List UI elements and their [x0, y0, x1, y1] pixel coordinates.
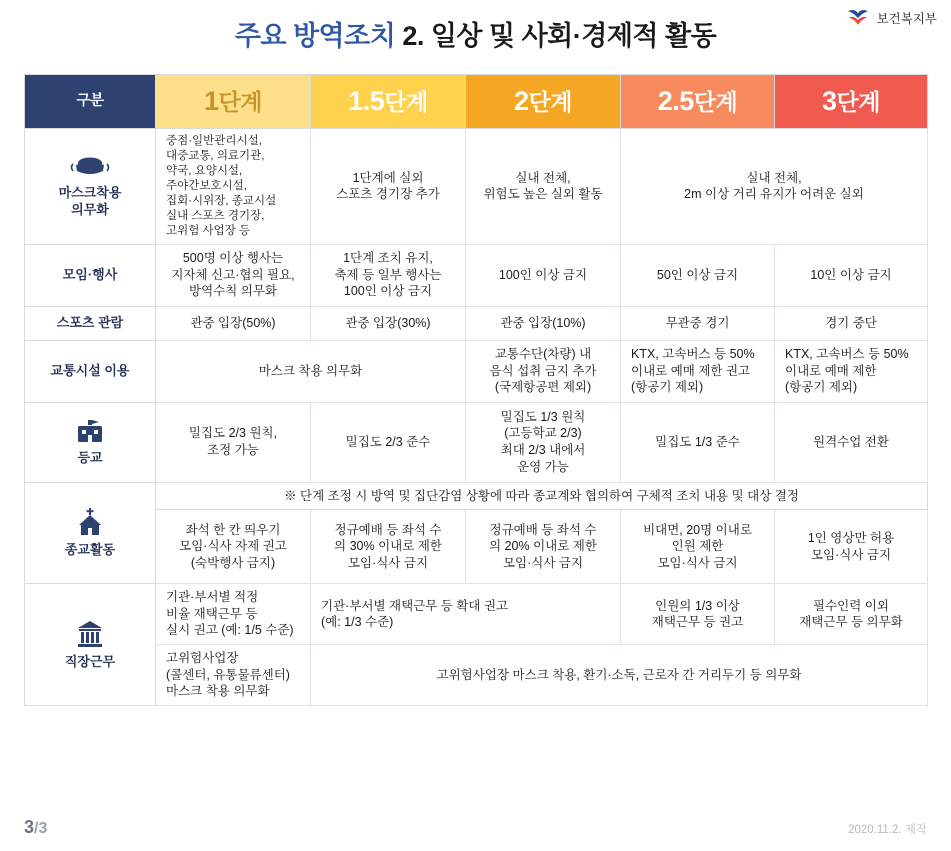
- table-row-religion: [25, 510, 928, 584]
- cell-gatherings-stage1-5: 1단계 조치 유지, 축제 등 일부 행사는 100인 이상 금지: [311, 244, 466, 306]
- page-title: [0, 14, 951, 53]
- cell-mask-stage2-5-and-3: 실내 전체, 2m 이상 거리 유지가 어려운 실외: [621, 129, 928, 245]
- measures-table-wrap: [24, 74, 927, 706]
- religion-note: ※ 단계 조정 시 방역 및 집단감염 상황에 따라 종교계와 협의하여 구체적 조치 내용 및 대상 결정: [156, 482, 928, 510]
- cell-transport-stage3: KTX, 고속버스 등 50% 이내로 예매 제한 (항공기 제외): [775, 340, 928, 402]
- cell-sports-stage1: 관중 입장(50%): [156, 306, 311, 340]
- page-title-accent: 주요 방역조치: [234, 21, 396, 51]
- page-number: [24, 817, 47, 838]
- cell-mask-stage1: 중점·일반관리시설, 대중교통, 의료기관, 약국, 요양시설, 주야간보호시설, 집회·시위장, 종교시설 실내 스포츠 경기장, 고위험 사업장 등: [156, 129, 311, 245]
- cell-sports-stage1-5: 관중 입장(30%): [311, 306, 466, 340]
- office-building-icon: [75, 619, 105, 649]
- cell-sports-stage2-5: 무관중 경기: [621, 306, 775, 340]
- col-header-stage-1-5: 1.5단계: [311, 75, 466, 129]
- table-header-row: [25, 75, 928, 129]
- row-label-sports: 스포츠 관람: [25, 306, 156, 340]
- production-date: 2020.11.2. 제작: [848, 824, 927, 836]
- cell-transport-stage2-5: KTX, 고속버스 등 50% 이내로 예매 제한 권고 (항공기 제외): [621, 340, 775, 402]
- cell-gatherings-stage2-5: 50인 이상 금지: [621, 244, 775, 306]
- table-row-workplace-highrisk: [25, 645, 928, 706]
- cell-sports-stage3: 경기 중단: [775, 306, 928, 340]
- page-title-rest: 2. 일상 및 사회·경제적 활동: [402, 21, 717, 51]
- cell-transport-stage1-and-1-5: 마스크 착용 의무화: [156, 340, 466, 402]
- ministry-logo-text: 보건복지부: [876, 12, 937, 26]
- col-header-stage-2: 2단계: [466, 75, 621, 129]
- table-row-school: [25, 402, 928, 482]
- col-header-category: 구분: [25, 75, 156, 129]
- table-row-transport: [25, 340, 928, 402]
- cell-workplace-stage1-5-and-2: 기관·부서별 재택근무 등 확대 권고 (예: 1/3 수준): [311, 584, 621, 645]
- church-icon: [75, 507, 105, 537]
- col-header-stage-3: 3단계: [775, 75, 928, 129]
- cell-religion-stage2: 정규예배 등 좌석 수 의 20% 이내로 제한 모임·식사 금지: [466, 510, 621, 584]
- cell-transport-stage2: 교통수단(차량) 내 음식 섭취 금지 추가 (국제항공편 제외): [466, 340, 621, 402]
- cell-workplace-stage2-5: 인원의 1/3 이상 재택근무 등 권고: [621, 584, 775, 645]
- school-icon: [73, 417, 107, 445]
- page-header: [0, 0, 951, 68]
- cell-religion-stage2-5: 비대면, 20명 이내로 인원 제한 모임·식사 금지: [621, 510, 775, 584]
- page-footer: [0, 815, 951, 841]
- table-row-workplace: [25, 584, 928, 645]
- table-row-religion-note: [25, 482, 928, 510]
- col-header-stage-2-5: 2.5단계: [621, 75, 775, 129]
- row-label-school-text: 등교: [77, 450, 103, 466]
- cell-school-stage1-5: 밀집도 2/3 준수: [311, 402, 466, 482]
- cell-school-stage1: 밀집도 2/3 원칙, 조정 가능: [156, 402, 311, 482]
- row-label-workplace: [25, 584, 156, 706]
- cell-mask-stage1-5: 1단계에 실외 스포츠 경기장 추가: [311, 129, 466, 245]
- row-label-mask: [25, 129, 156, 245]
- cell-gatherings-stage1: 500명 이상 행사는 지자체 신고·협의 필요, 방역수칙 의무화: [156, 244, 311, 306]
- row-label-transport: 교통시설 이용: [25, 340, 156, 402]
- table-row-sports: [25, 306, 928, 340]
- cell-gatherings-stage2: 100인 이상 금지: [466, 244, 621, 306]
- government-emblem-icon: [845, 6, 871, 30]
- cell-gatherings-stage3: 10인 이상 금지: [775, 244, 928, 306]
- cell-sports-stage2: 관중 입장(10%): [466, 306, 621, 340]
- ministry-logo: [845, 6, 937, 30]
- table-row-gatherings: [25, 244, 928, 306]
- row-label-school: [25, 402, 156, 482]
- cell-religion-stage1: 좌석 한 칸 띄우기 모임·식사 자제 권고 (숙박행사 금지): [156, 510, 311, 584]
- row-label-mask-line2: 의무화: [71, 202, 109, 218]
- cell-school-stage2-5: 밀집도 1/3 준수: [621, 402, 775, 482]
- cell-workplace-highrisk-stage1: 고위험사업장 (콜센터, 유통물류센터) 마스크 착용 의무화: [156, 645, 311, 706]
- cell-workplace-stage1: 기관·부서별 적정 비율 재택근무 등 실시 권고 (예: 1/5 수준): [156, 584, 311, 645]
- row-label-religion: [25, 482, 156, 584]
- page-number-total: /3: [34, 820, 48, 837]
- cell-school-stage2: 밀집도 1/3 원칙 (고등학교 2/3) 최대 2/3 내에서 운영 가능: [466, 402, 621, 482]
- cell-mask-stage2: 실내 전체, 위험도 높은 실외 활동: [466, 129, 621, 245]
- cell-religion-stage1-5: 정규예배 등 좌석 수 의 30% 이내로 제한 모임·식사 금지: [311, 510, 466, 584]
- row-label-workplace-text: 직장근무: [64, 653, 116, 669]
- table-row-mask: [25, 129, 928, 245]
- cell-religion-stage3: 1인 영상만 허용 모임·식사 금지: [775, 510, 928, 584]
- cell-workplace-highrisk-rest: 고위험사업장 마스크 착용, 환기·소독, 근로자 간 거리두기 등 의무화: [311, 645, 928, 706]
- mask-icon: [70, 154, 110, 180]
- page-number-current: 3: [24, 817, 35, 837]
- row-label-religion-text: 종교활동: [64, 542, 116, 558]
- col-header-stage-1: 1단계: [156, 75, 311, 129]
- row-label-mask-line1: 마스크착용: [58, 185, 122, 200]
- cell-workplace-stage3: 필수인력 이외 재택근무 등 의무화: [775, 584, 928, 645]
- cell-school-stage3: 원격수업 전환: [775, 402, 928, 482]
- measures-table: [24, 74, 928, 706]
- row-label-gatherings: 모임·행사: [25, 244, 156, 306]
